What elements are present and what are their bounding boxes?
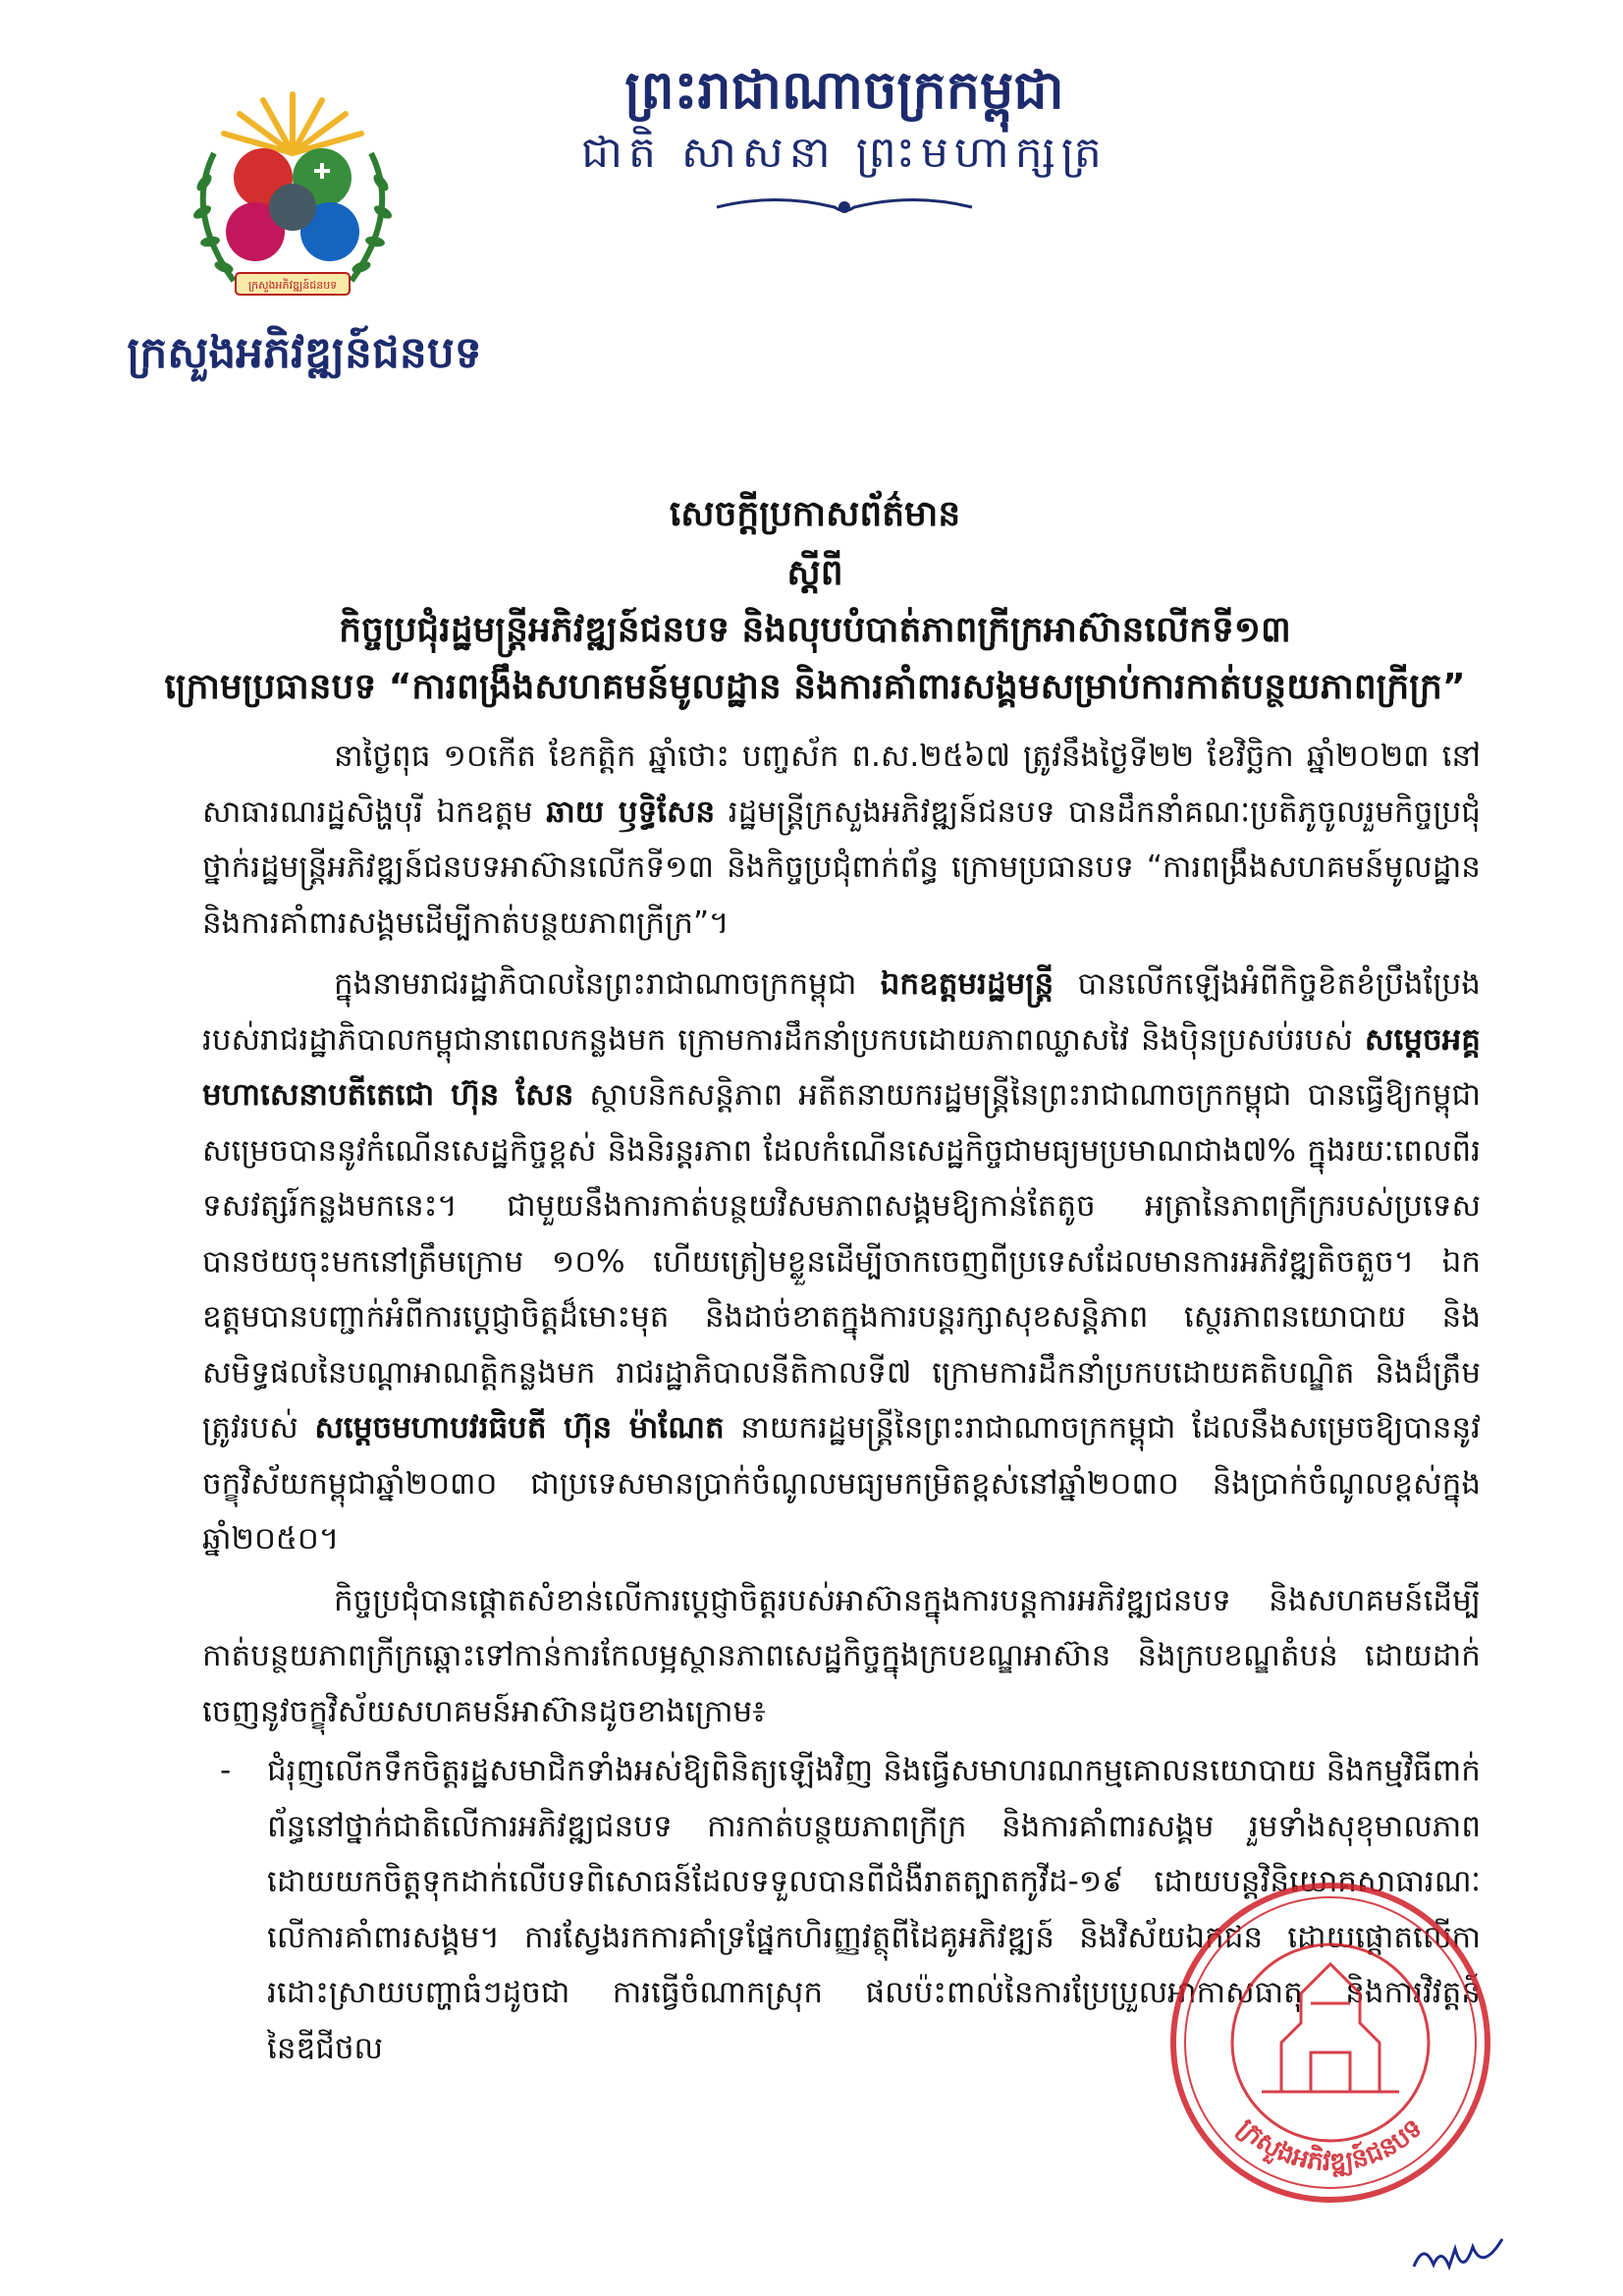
paragraph-2: ក្នុងនាមរាជរដ្ឋាភិបាលនៃព្រះរាជាណាចក្រកម្ពុជា ឯកឧត្តមរដ្ឋមន្ត្រី បានលើកឡើងអំពីកិច្ចខិតខំប្រឹងប្រែងរបស់រាជរដ្ឋាភិបាលកម្ពុជានាពេលកន្លងមក ក្រោមការដឹកនាំប្រកបដោយភាពឈ្លាសវៃ និងប៉ិនប្រសប់របស់ សម្តេចអគ្គមហាសេនាបតីតេជោ ហ៊ុន សែន ស្ថាបនិកសន្តិភាព អតីតនាយករដ្ឋមន្ត្រីនៃព្រះរាជាណាចក្រកម្ពុជា បានធ្វើឱ្យកម្ពុជាសម្រេចបាននូវកំណើនសេដ្ឋកិច្ចខ្ពស់ និងនិរន្តរភាព ដែលកំណើនសេដ្ឋកិច្ចជាមធ្យមប្រមាណជាង៧% ក្នុងរយៈពេលពីរទសវត្សរ៍កន្លងមកនេះ។ ជាមួយនឹងការកាត់បន្ថយវិសមភាពសង្គមឱ្យកាន់តែតូច អត្រានៃភាពក្រីក្ររបស់ប្រទេសបានថយចុះមកនៅត្រឹមក្រោម ១០% ហើយត្រៀមខ្លួនដើម្បីចាកចេញពីប្រទេសដែលមានការអភិវឌ្ឍតិចតួច។ ឯកឧត្តមបានបញ្ជាក់អំពីការប្តេជ្ញាចិត្តដ៏មោះមុត និងដាច់ខាតក្នុងការបន្តរក្សាសុខសន្តិភាព ស្ថេរភាពនយោបាយ និងសមិទ្ធផលនៃបណ្តាអាណត្តិកន្លងមក រាជរដ្ឋាភិបាលនីតិកាលទី៧ ក្រោមការដឹកនាំប្រកបដោយគតិបណ្ឌិត និងដ៏ត្រឹមត្រូវរបស់ សម្តេចមហាបវរធិបតី ហ៊ុន ម៉ាណែត នាយករដ្ឋមន្ត្រីនៃព្រះរាជាណាចក្រកម្ពុជា ដែលនឹងសម្រេចឱ្យបាននូវចក្ខុវិស័យកម្ពុជាឆ្នាំ២០៣០ ជាប្រទេសមានប្រាក់ចំណូលមធ្យមកម្រិតខ្ពស់នៅឆ្នាំ២០៣០ និងប្រាក់ចំណូលខ្ពស់ក្នុងឆ្នាំ២០៥០។ [202,966,1481,1557]
ministry-logo-icon [175,84,410,310]
svg-text:ក្រសួងអភិវឌ្ឍន៍ជនបទ: ក្រសួងអភិវឌ្ឍន៍ជនបទ [1231,2112,1430,2178]
title-subject-label: ស្តីពី [786,553,843,593]
paragraph-1: នាថ្ងៃពុធ ១០កើត ខែកត្តិក ឆ្នាំថោះ បញ្ចស័ក ព.ស.២៥៦៧ ត្រូវនឹងថ្ងៃទី២២ ខែវិច្ឆិកា ឆ្នាំ២០២៣ នៅសាធារណរដ្ឋសិង្ហបុរី ឯកឧត្តម ឆាយ ឫទ្ធិសែន រដ្ឋមន្ត្រីក្រសួងអភិវឌ្ឍន៍ជនបទ បានដឹកនាំគណៈប្រតិភូចូលរួមកិច្ចប្រជុំថ្នាក់រដ្ឋមន្ត្រីអភិវឌ្ឍន៍ជនបទអាស៊ានលើកទី១៣ និងកិច្ចប្រជុំពាក់ព័ន្ធ ក្រោមប្រធានបទ “ការពង្រឹងសហគមន៍មូលដ្ឋាន និងការគាំពារសង្គមដើម្បីកាត់បន្ថយភាពក្រីក្រ”។ [202,738,1481,941]
meeting-title: កិច្ចប្រជុំរដ្ឋមន្ត្រីអភិវឌ្ឍន៍ជនបទ និងលុបបំបាត់ភាពក្រីក្រអាស៊ានលើកទី១៣ [339,610,1291,650]
document-title: សេចក្តីប្រកាសព័ត៌មាន [669,494,961,534]
ministry-name: ក្រសួងអភិវឌ្ឍន៍ជនបទ [127,328,482,378]
svg-text:ក្រសួងអភិវឌ្ឍន៍ជនបទ: ក្រសួងអភិវឌ្ឍន៍ជនបទ [247,279,338,292]
national-motto: ជាតិ សាសនា ព្រះមហាក្សត្រ [581,128,1108,178]
kingdom-heading: ព្រះរាជាណាចក្រកម្ពុជា [624,59,1064,121]
paragraph-3: កិច្ចប្រជុំបានផ្តោតសំខាន់លើការប្តេជ្ញាចិត្តរបស់អាស៊ានក្នុងការបន្តការអភិវឌ្ឍជនបទ និងសហគមន៍ដើម្បីកាត់បន្ថយភាពក្រីក្រឆ្ពោះទៅកាន់ការកែលម្អស្ថានភាពសេដ្ឋកិច្ចក្នុងក្របខណ្ឌអាស៊ាន និងក្របខណ្ឌតំបន់ ដោយដាក់ចេញនូវចក្ខុវិស័យសហគមន៍អាស៊ានដូចខាងក្រោម៖ [202,1582,1481,1729]
theme-title: ក្រោមប្រធានបទ “ការពង្រឹងសហគមន៍មូលដ្ឋាន និងការគាំពារសង្គមសម្រាប់ការកាត់បន្ថយភាពក្រីក្រ” [164,667,1466,707]
bullet-dash: - [220,1753,232,1788]
ornament-divider-icon [707,192,982,222]
signature-initials-icon [1404,2227,1522,2286]
bullet-text: ជំរុញលើកទឹកចិត្តរដ្ឋសមាជិកទាំងអស់ឱ្យពិនិត្យឡើងវិញ និងធ្វើសមាហរណកម្មគោលនយោបាយ និងកម្មវិធីពាក់ព័ន្ធនៅថ្នាក់ជាតិលើការអភិវឌ្ឍជនបទ ការកាត់បន្ថយភាពក្រីក្រ និងការគាំពារសង្គម រួមទាំងសុខុមាលភាព ដោយយកចិត្តទុកដាក់លើបទពិសោធន៍ដែលទទួលបានពីជំងឺរាតត្បាតកូវីដ-១៩ ដោយបន្តវិនិយោគសាធារណៈលើការគាំពារសង្គម។ ការស្វែងរកការគាំទ្រផ្នែកហិរញ្ញវត្ថុពីដៃគូអភិវឌ្ឍន៍ និងវិស័យឯកជន ដោយផ្តោតលើការដោះស្រាយបញ្ហាធំៗដូចជា ការធ្វើចំណាកស្រុក ផលប៉ះពាល់នៃការប្រែប្រួលអាកាសធាតុ និងការវិវត្តន៍នៃឌីជីថល [267,1753,1481,2066]
ministry-seal-icon [1163,1876,1497,2210]
body-text [202,729,1481,2076]
